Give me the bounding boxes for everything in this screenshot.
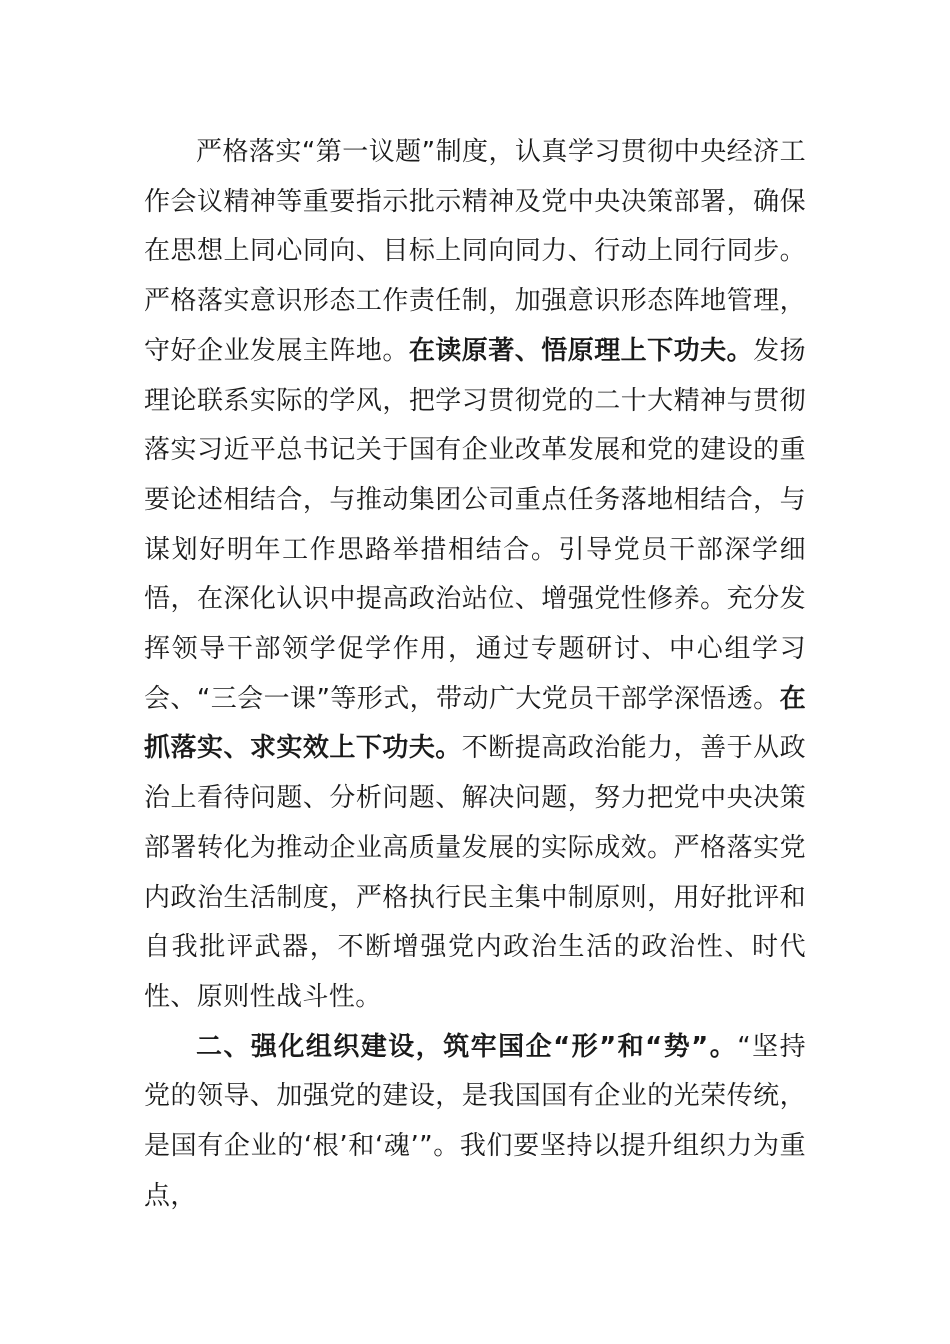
body-paragraph-2 xyxy=(144,1023,806,1222)
paragraph-1-text-2: 发扬理论联系实际的学风，把学习贯彻党的二十大精神与贯彻落实习近平总书记关于国有企业改革发展和党的建设的重要论述相结合，与推动集团公司重点任务落地相结合，与谋划好明年工作思路举措相结合。引导党员干部深学细悟，在深化认识中提高政治站位、增强党性修养。充分发挥领导干部领学促学作用，通过专题研讨、中心组学习会、“三会一课”等形式，带动广大党员干部学深悟透。 xyxy=(144,335,806,714)
paragraph-1-text-3: 不断提高政治能力，善于从政治上看待问题、分析问题、解决问题，努力把党中央决策部署转化为推动企业高质量发展的实际成效。严格落实党内政治生活制度，严格执行民主集中制原则，用好批评和自我批评武器，不断增强党内政治生活的政治性、时代性、原则性战斗性。 xyxy=(144,733,806,1012)
section-heading-2: 二、强化组织建设，筑牢国企“形”和“势”。 xyxy=(196,1031,738,1062)
document-page xyxy=(144,128,806,1221)
paragraph-1-bold-heading-2: 在抓落实、求实效上下功夫。 xyxy=(144,683,806,764)
paragraph-2-text: “坚持党的领导、加强党的建设，是我国国有企业的光荣传统，是国有企业的‘根’和‘魂’”。我们要坚持以提升组织力为重点， xyxy=(144,1031,806,1211)
paragraph-1-bold-heading-1: 在读原著、悟原理上下功夫。 xyxy=(408,335,754,366)
paragraph-1-text-1: 严格落实“第一议题”制度，认真学习贯彻中央经济工作会议精神等重要指示批示精神及党中央决策部署，确保在思想上同心同向、目标上同向同力、行动上同行同步。严格落实意识形态工作责任制，加强意识形态阵地管理，守好企业发展主阵地。 xyxy=(144,137,806,366)
body-paragraph-1 xyxy=(144,128,806,1023)
